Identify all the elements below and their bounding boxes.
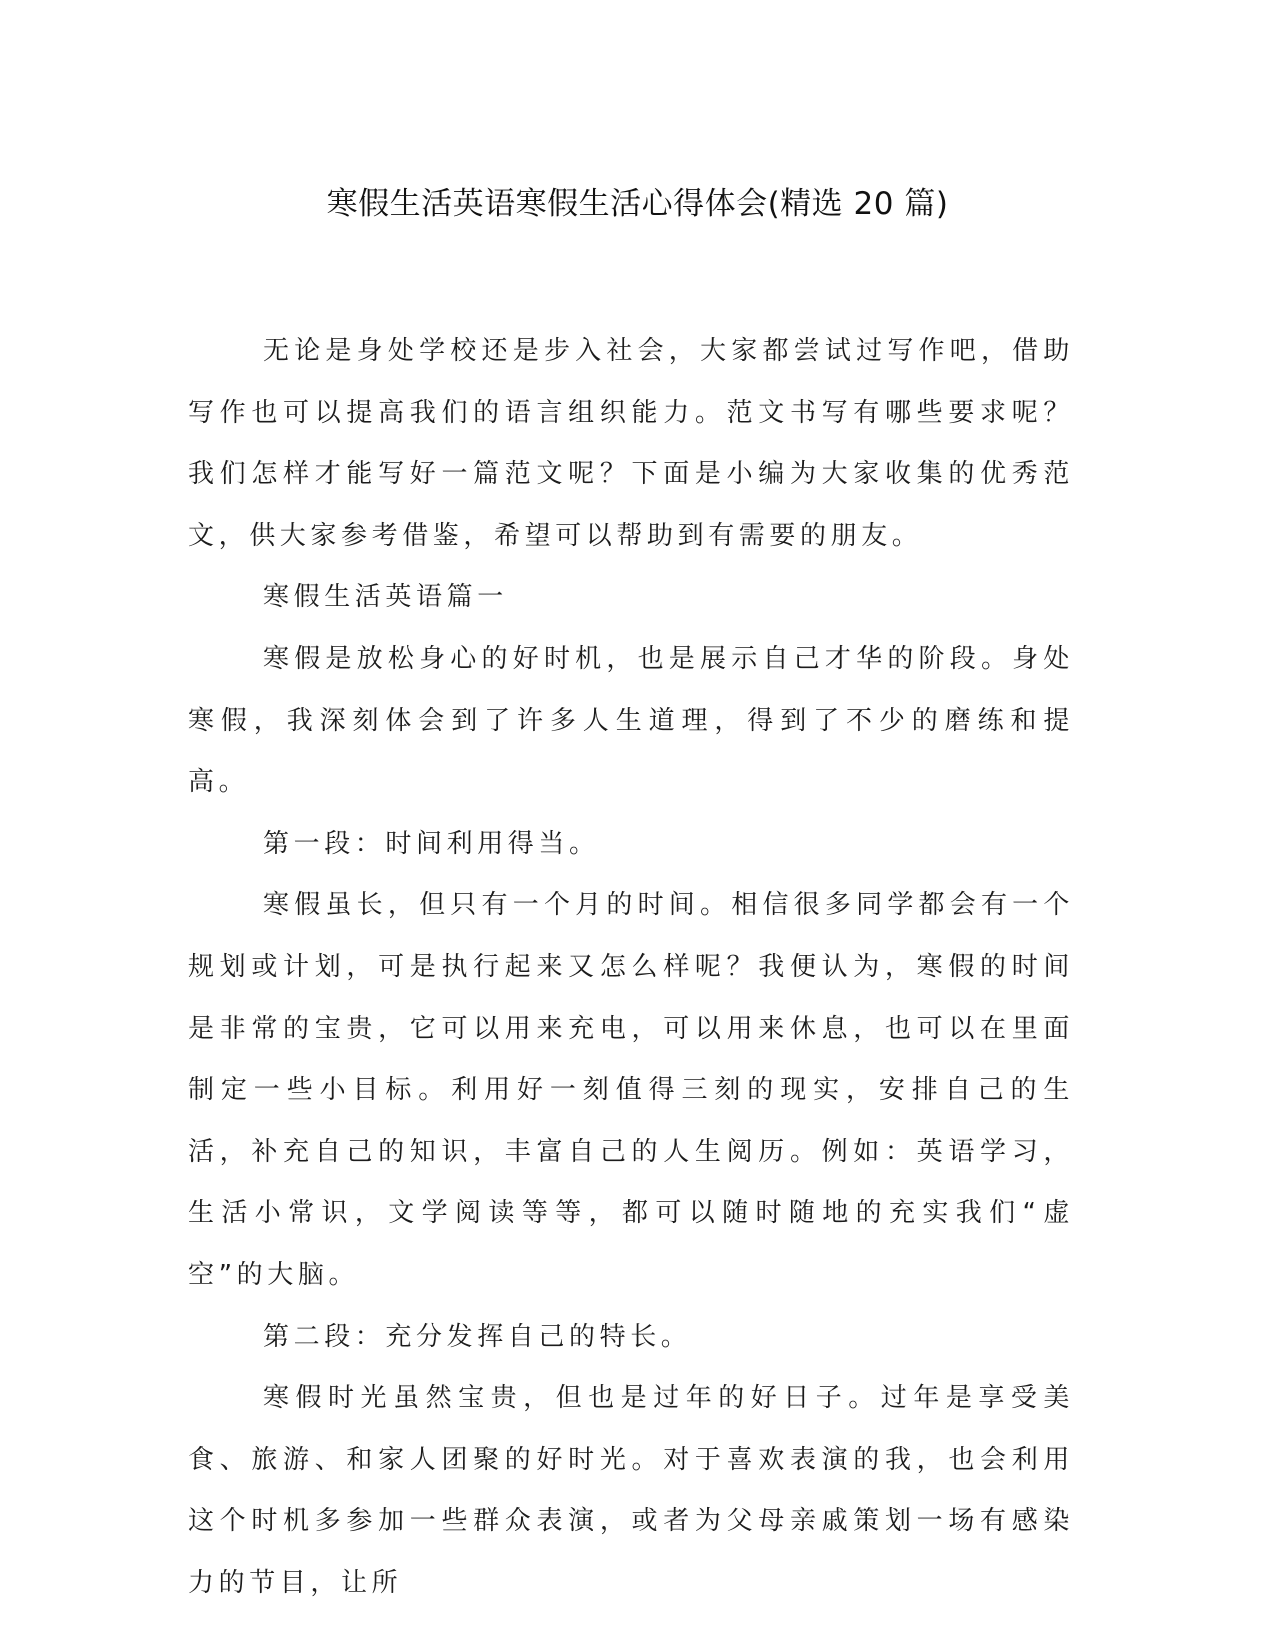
body-paragraph: 寒假时光虽然宝贵，但也是过年的好日子。过年是享受美食、旅游、和家人团聚的好时光。对于喜欢表演的我，也会利用这个时机多参加一些群众表演，或者为父母亲戚策划一场有感染力的节目，让所 <box>188 1383 1074 1598</box>
subheading-second-section: 第二段：充分发挥自己的特长。 <box>263 1321 692 1352</box>
body-paragraph: 寒假虽长，但只有一个月的时间。相信很多同学都会有一个规划或计划，可是执行起来又怎么样呢？我便认为，寒假的时间是非常的宝贵，它可以用来充电，可以用来休息，也可以在里面制定一些小目标。利用好一刻值得三刻的现实，安排自己的生活，补充自己的知识，丰富自己的人生阅历。例如：英语学习，生活小常识，文学阅读等等，都可以随时随地的充实我们“虚空”的大脑。 <box>188 890 1074 1290</box>
document-body <box>188 321 1074 1614</box>
body-paragraph: 寒假是放松身心的好时机，也是展示自己才华的阶段。身处寒假，我深刻体会到了许多人生道理，得到了不少的磨练和提高。 <box>188 643 1074 798</box>
intro-paragraph: 无论是身处学校还是步入社会，大家都尝试过写作吧，借助写作也可以提高我们的语言组织能力。范文书写有哪些要求呢？我们怎样才能写好一篇范文呢？下面是小编为大家收集的优秀范文，供大家参考借鉴，希望可以帮助到有需要的朋友。 <box>188 336 1074 551</box>
document-title: 寒假生活英语寒假生活心得体会(精选 20 篇) <box>326 186 949 222</box>
section-heading-part-one: 寒假生活英语篇一 <box>263 582 508 613</box>
subheading-first-section: 第一段：时间利用得当。 <box>263 828 600 859</box>
